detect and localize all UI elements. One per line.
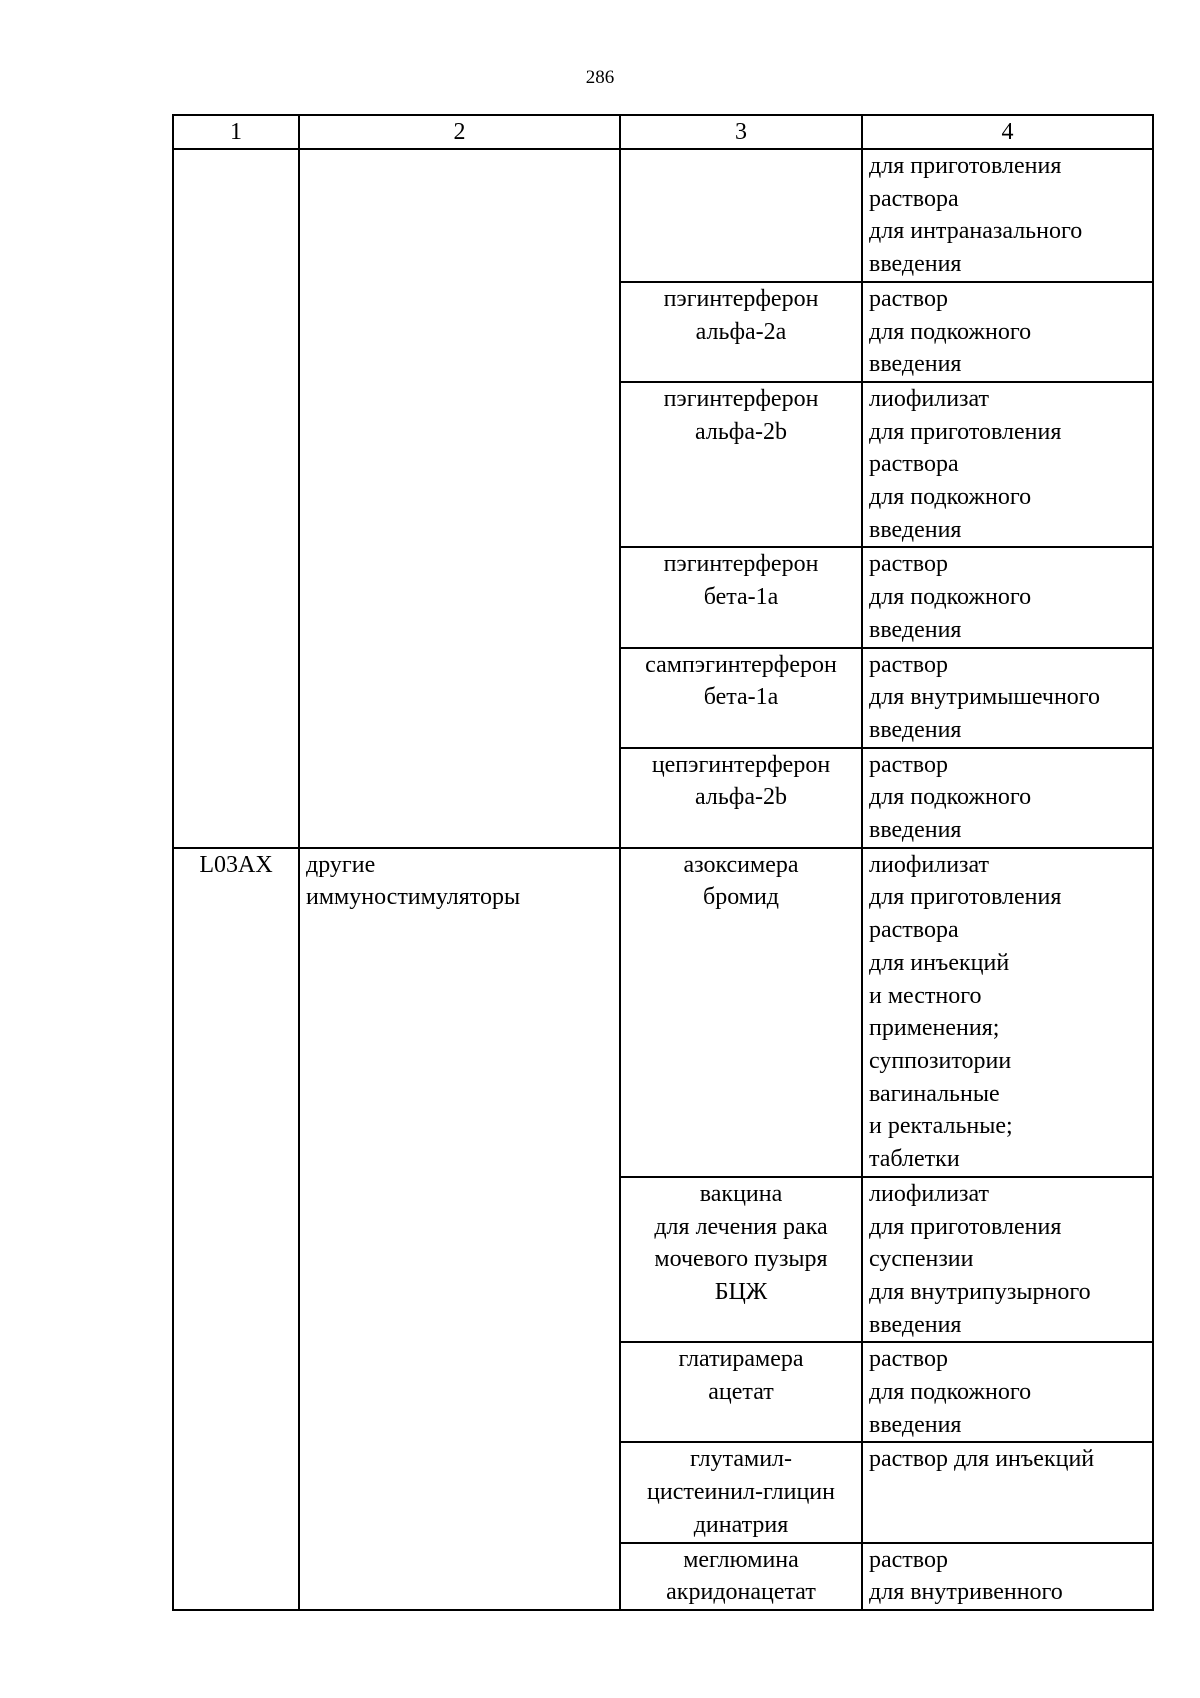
drug-line: цепэгинтерферон bbox=[651, 751, 831, 778]
form-line: введения bbox=[869, 616, 962, 643]
drug-cell bbox=[620, 648, 862, 748]
form-line: и местного bbox=[869, 982, 982, 1009]
form-line: суспензии bbox=[869, 1246, 974, 1273]
drug-cell bbox=[620, 282, 862, 382]
form-cell bbox=[862, 648, 1153, 748]
table-row bbox=[173, 149, 1153, 282]
drug-line: глатирамера bbox=[678, 1346, 804, 1373]
form-line: введения bbox=[869, 516, 962, 543]
drug-line: глутамил- bbox=[689, 1446, 793, 1473]
form-cell bbox=[862, 748, 1153, 848]
drug-line: сампэгинтерферон bbox=[645, 651, 837, 678]
form-line: введения bbox=[869, 251, 962, 278]
form-cell bbox=[862, 1442, 1153, 1542]
form-line: раствора bbox=[869, 185, 959, 212]
form-line: лиофилизат bbox=[869, 851, 990, 878]
form-line: раствор для инъекций bbox=[869, 1446, 1095, 1473]
form-line: для интраназального bbox=[869, 218, 1083, 245]
form-cell bbox=[862, 382, 1153, 548]
drug-line: пэгинтерферон bbox=[663, 551, 819, 578]
form-line: раствора bbox=[869, 917, 959, 944]
form-cell bbox=[862, 1177, 1153, 1343]
drug-cell bbox=[620, 1342, 862, 1442]
drug-cell bbox=[620, 382, 862, 548]
drug-line: цистеинил-глицин bbox=[647, 1479, 835, 1506]
drug-line: пэгинтерферон bbox=[663, 385, 819, 412]
header-cell-2: 2 bbox=[299, 115, 620, 149]
drug-line: меглюмина bbox=[683, 1546, 799, 1573]
atc-code-cell bbox=[173, 848, 299, 1610]
form-cell bbox=[862, 149, 1153, 282]
form-line: для приготовления bbox=[869, 884, 1062, 911]
drug-line: альфа-2b bbox=[695, 784, 787, 811]
table-row bbox=[173, 848, 1153, 1177]
drug-line: бета-1a bbox=[703, 684, 779, 711]
form-line: для приготовления bbox=[869, 418, 1062, 445]
drug-line: БЦЖ bbox=[714, 1278, 768, 1305]
form-line: введения bbox=[869, 351, 962, 378]
drug-line: бета-1a bbox=[703, 584, 779, 611]
form-cell bbox=[862, 848, 1153, 1177]
drug-line: ацетат bbox=[708, 1379, 774, 1406]
form-line: раствор bbox=[869, 1346, 948, 1373]
form-line: лиофилизат bbox=[869, 385, 990, 412]
form-line: и ректальные; bbox=[869, 1113, 1013, 1140]
header-cell-3: 3 bbox=[620, 115, 862, 149]
form-line: раствор bbox=[869, 285, 948, 312]
form-line: суппозитории bbox=[869, 1047, 1012, 1074]
form-line: таблетки bbox=[869, 1146, 960, 1173]
form-line: для подкожного bbox=[869, 1379, 1032, 1406]
drug-cell bbox=[620, 547, 862, 647]
form-line: введения bbox=[869, 1411, 962, 1438]
form-line: раствор bbox=[869, 1546, 948, 1573]
form-line: раствор bbox=[869, 751, 948, 778]
form-line: введения bbox=[869, 817, 962, 844]
form-line: для подкожного bbox=[869, 484, 1032, 511]
drug-cell bbox=[620, 748, 862, 848]
group-line: другие bbox=[306, 851, 376, 878]
drug-line: альфа-2b bbox=[695, 418, 787, 445]
drug-table bbox=[172, 114, 1154, 1611]
drug-line: бромид bbox=[703, 884, 779, 911]
page-number: 286 bbox=[585, 67, 615, 88]
drug-line: альфа-2a bbox=[695, 318, 787, 345]
form-cell bbox=[862, 547, 1153, 647]
drug-line: мочевого пузыря bbox=[654, 1246, 828, 1273]
drug-line: динатрия bbox=[693, 1511, 789, 1538]
form-cell bbox=[862, 1342, 1153, 1442]
form-line: раствор bbox=[869, 651, 948, 678]
drug-cell bbox=[620, 149, 862, 282]
form-line: введения bbox=[869, 716, 962, 743]
group-cell bbox=[299, 848, 620, 1610]
form-line: для подкожного bbox=[869, 584, 1032, 611]
drug-cell bbox=[620, 1543, 862, 1610]
form-line: раствор bbox=[869, 551, 948, 578]
drug-cell bbox=[620, 848, 862, 1177]
header-row bbox=[173, 115, 1153, 149]
group-line: иммуностимуляторы bbox=[306, 884, 521, 911]
form-line: введения bbox=[869, 1311, 962, 1338]
form-line: применения; bbox=[869, 1015, 1000, 1042]
drug-cell bbox=[620, 1442, 862, 1542]
form-line: лиофилизат bbox=[869, 1180, 990, 1207]
atc-code-cell bbox=[173, 149, 299, 848]
form-line: вагинальные bbox=[869, 1080, 1000, 1107]
drug-line: для лечения рака bbox=[654, 1213, 828, 1240]
form-cell bbox=[862, 1543, 1153, 1610]
form-line: для инъекций bbox=[869, 949, 1010, 976]
form-line: для внутривенного bbox=[869, 1579, 1063, 1606]
form-line: раствора bbox=[869, 451, 959, 478]
form-line: для подкожного bbox=[869, 318, 1032, 345]
drug-line: пэгинтерферон bbox=[663, 285, 819, 312]
form-line: для внутрипузырного bbox=[869, 1278, 1091, 1305]
form-line: для приготовления bbox=[869, 1213, 1062, 1240]
drug-cell bbox=[620, 1177, 862, 1343]
drug-line: акридонацетат bbox=[666, 1579, 816, 1606]
drug-line: вакцина bbox=[699, 1180, 783, 1207]
form-line: для внутримышечного bbox=[869, 684, 1101, 711]
form-line: для подкожного bbox=[869, 784, 1032, 811]
form-line: для приготовления bbox=[869, 153, 1062, 179]
atc-code: L03AX bbox=[199, 851, 273, 878]
drug-line: азоксимера bbox=[683, 851, 799, 878]
form-cell bbox=[862, 282, 1153, 382]
header-cell-1: 1 bbox=[173, 115, 299, 149]
group-cell bbox=[299, 149, 620, 848]
header-cell-4: 4 bbox=[862, 115, 1153, 149]
